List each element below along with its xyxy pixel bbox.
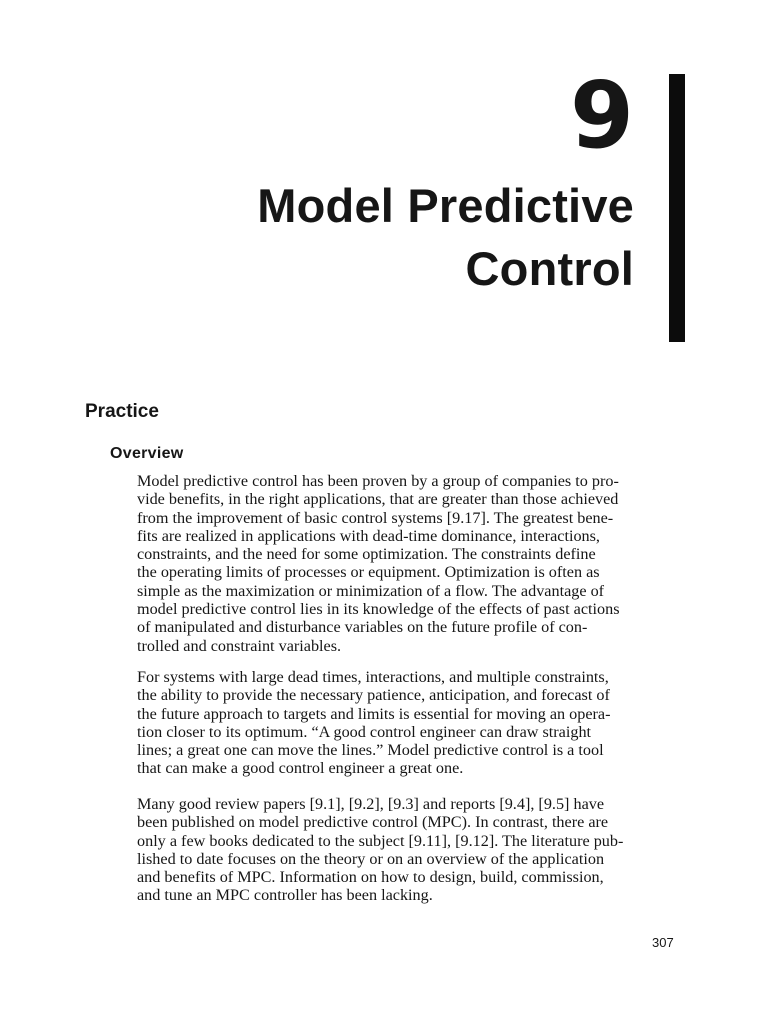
text-line: lished to date focuses on the theory or on an overview of the application: [137, 849, 605, 868]
page-number: 307: [652, 935, 674, 950]
text-line: been published on model predictive control (MPC). In contrast, there are: [137, 813, 609, 832]
text-line: the operating limits of processes or equipment. Optimization is often as: [137, 563, 600, 582]
text-line: from the improvement of basic control systems [9.17]. The greatest bene-: [137, 508, 614, 527]
text-line: model predictive control lies in its knowledge of the effects of past actions: [137, 600, 620, 619]
text-line: simple as the maximization or minimization of a flow. The advantage of: [137, 581, 605, 600]
paragraph-1: [137, 472, 677, 655]
text-line: and benefits of MPC. Information on how to design, build, commission,: [137, 868, 604, 887]
text-line: Model predictive control has been proven by a group of companies to pro-: [137, 472, 619, 490]
paragraph-3: [137, 795, 677, 905]
chapter-title: [257, 174, 634, 300]
text-line: lines; a great one can move the lines.” Model predictive control is a tool: [137, 741, 604, 760]
text-line: only a few books dedicated to the subject [9.11], [9.12]. The literature pub-: [137, 831, 624, 850]
chapter-side-bar: [669, 74, 685, 342]
text-line: and tune an MPC controller has been lacking.: [137, 886, 433, 905]
text-line: fits are realized in applications with dead-time dominance, interactions,: [137, 526, 600, 545]
text-line: of manipulated and disturbance variables on the future profile of con-: [137, 618, 588, 637]
text-line: For systems with large dead times, interactions, and multiple constraints,: [137, 668, 609, 686]
text-line: vide benefits, in the right applications, that are greater than those achieved: [137, 490, 619, 509]
text-line: the ability to provide the necessary patience, anticipation, and forecast of: [137, 686, 610, 705]
text-line: constraints, and the need for some optimization. The constraints define: [137, 545, 596, 564]
text-line: that can make a good control engineer a great one.: [137, 759, 464, 778]
chapter-number: 9: [569, 62, 632, 169]
text-line: Many good review papers [9.1], [9.2], [9.3] and reports [9.4], [9.5] have: [137, 795, 605, 813]
subsection-heading: Overview: [110, 445, 184, 462]
chapter-title-line-2: Control: [465, 242, 634, 295]
paragraph-2: [137, 668, 677, 778]
text-line: trolled and constraint variables.: [137, 636, 342, 655]
text-line: the future approach to targets and limits is essential for moving an opera-: [137, 704, 611, 723]
text-line: tion closer to its optimum. “A good control engineer can draw straight: [137, 722, 592, 741]
chapter-title-line-1: Model Predictive: [257, 179, 634, 232]
section-heading: Practice: [85, 401, 159, 422]
